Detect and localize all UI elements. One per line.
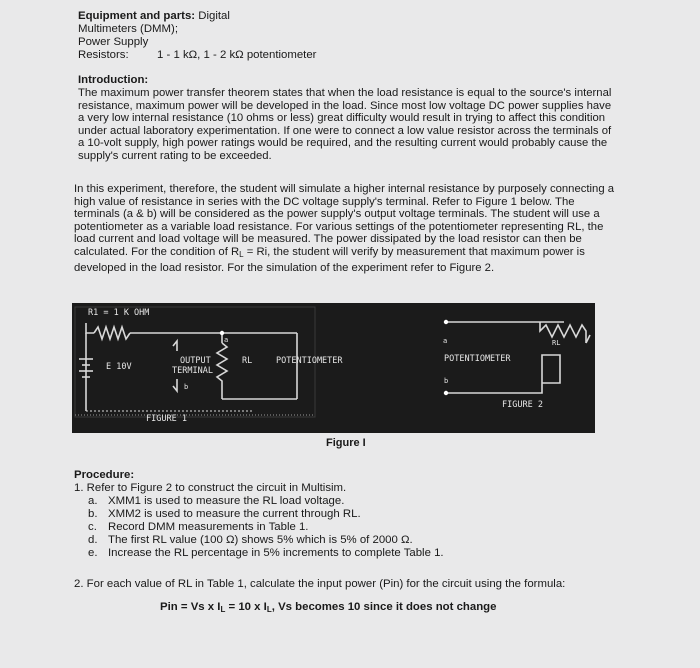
procedure-sub-item-text: XMM1 is used to measure the RL load voltage. [108, 495, 345, 507]
intro-p2-subscript: L [239, 249, 244, 259]
procedure-step-2: 2. For each value of RL in Table 1, calculate the input power (Pin) for the circuit using the formula: [74, 578, 566, 590]
introduction-paragraph-2 [74, 183, 619, 274]
formula-sub-1: L [220, 605, 226, 614]
formula-part-a: Pin = Vs x I [160, 601, 221, 613]
fig1-rl-label: RL [242, 356, 253, 366]
fig2-rl-label: RL [552, 339, 561, 347]
fig1-pot-label: POTENTIOMETER [276, 356, 343, 366]
intro-p2-part-b: = Ri, the student will verify by measurement that maximum power is developed in the load resistor. For the simulation of the experiment refer to Figure 2. [74, 245, 585, 274]
fig2-title: FIGURE 2 [502, 400, 543, 410]
procedure-sub-item-text: Increase the RL percentage in 5% increments to complete Table 1. [108, 547, 444, 559]
procedure-sub-item [88, 547, 444, 560]
fig1-r1-label: R1 = 1 K OHM [88, 308, 150, 318]
introduction-heading: Introduction: [78, 74, 149, 86]
procedure-sub-item-label: c. [88, 521, 97, 533]
resistors-value: 1 - 1 kΩ, 1 - 2 kΩ potentiometer [156, 49, 317, 61]
procedure-sub-item [88, 534, 413, 547]
procedure-sub-item-text: XMM2 is used to measure the current through RL. [108, 508, 361, 520]
power-formula [160, 601, 496, 616]
fig2-terminal-a: a [443, 337, 448, 345]
procedure-heading: Procedure: [74, 469, 135, 481]
procedure-sub-item-label: d. [88, 534, 98, 546]
procedure-step-1: 1. Refer to Figure 2 to construct the circuit in Multisim. [74, 482, 347, 494]
circuit-figure [72, 303, 595, 433]
procedure-sub-item-label: a. [88, 495, 98, 507]
fig2-terminal-b-dot [444, 391, 448, 395]
equipment-heading-line [78, 10, 230, 23]
equipment-heading-rest: Digital [198, 10, 230, 22]
fig2-pot-label: POTENTIOMETER [444, 354, 511, 364]
equipment-heading: Equipment and parts: [78, 10, 196, 22]
fig1-terminal-a: a [224, 336, 229, 344]
fig1-output-label-2: TERMINAL [172, 366, 213, 376]
figure-caption: Figure I [326, 437, 366, 449]
procedure-sub-item [88, 508, 361, 521]
procedure-sub-item-label: b. [88, 508, 98, 520]
fig1-title: FIGURE 1 [146, 414, 187, 424]
equipment-line-3: Power Supply [78, 36, 149, 48]
fig2-terminal-a-dot [444, 320, 448, 324]
procedure-sub-item-text: The first RL value (100 Ω) shows 5% which is 5% of 2000 Ω. [108, 534, 413, 546]
fig2-terminal-b: b [444, 377, 449, 385]
equipment-line-2: Multimeters (DMM); [78, 23, 178, 35]
formula-part-b: = 10 x I [225, 601, 267, 613]
formula-sub-2: L [266, 605, 272, 614]
resistors-line [78, 49, 316, 62]
fig1-terminal-a-dot [220, 331, 224, 335]
fig1-source-label: E 10V [106, 362, 132, 372]
procedure-sub-item-text: Record DMM measurements in Table 1. [108, 521, 309, 533]
fig1-output-label-1: OUTPUT [180, 356, 211, 366]
introduction-paragraph-1: The maximum power transfer theorem states that when the load resistance is equal to the source's internal resistance, maximum power will be developed in the load. Since most low voltage DC power supplies have a very low internal resistance (10 ohms or less) great difficulty would result in trying to affect this condition under actual laboratory experimentation. If one were to connect a low value resistor across the terminals of a 10-volt supply, high power ratings would be required, and the resulting current would probably cause the supply's current rating to be exceeded. [78, 87, 612, 162]
resistors-label: Resistors: [78, 49, 129, 61]
formula-part-c: , Vs becomes 10 since it does not change [271, 601, 497, 613]
procedure-sub-item [88, 521, 308, 534]
procedure-sub-item [88, 495, 344, 508]
fig1-terminal-b: b [184, 383, 189, 391]
intro-p2-part-a: In this experiment, therefore, the student will simulate a higher internal resistance by purposely connecting a high value of resistance in series with the DC voltage supply's terminal. Refer to Figure 1 below. The terminals (a & b) will be considered as the power supply's output voltage terminals. The student will use a potentiometer as a variable load resistance. For various settings of the potentiometer representing RL, the load current and load voltage will be measured. The power dissipated by the load resistor can then be calculated. For the condition of R [74, 183, 615, 258]
procedure-sub-item-label: e. [88, 547, 98, 559]
